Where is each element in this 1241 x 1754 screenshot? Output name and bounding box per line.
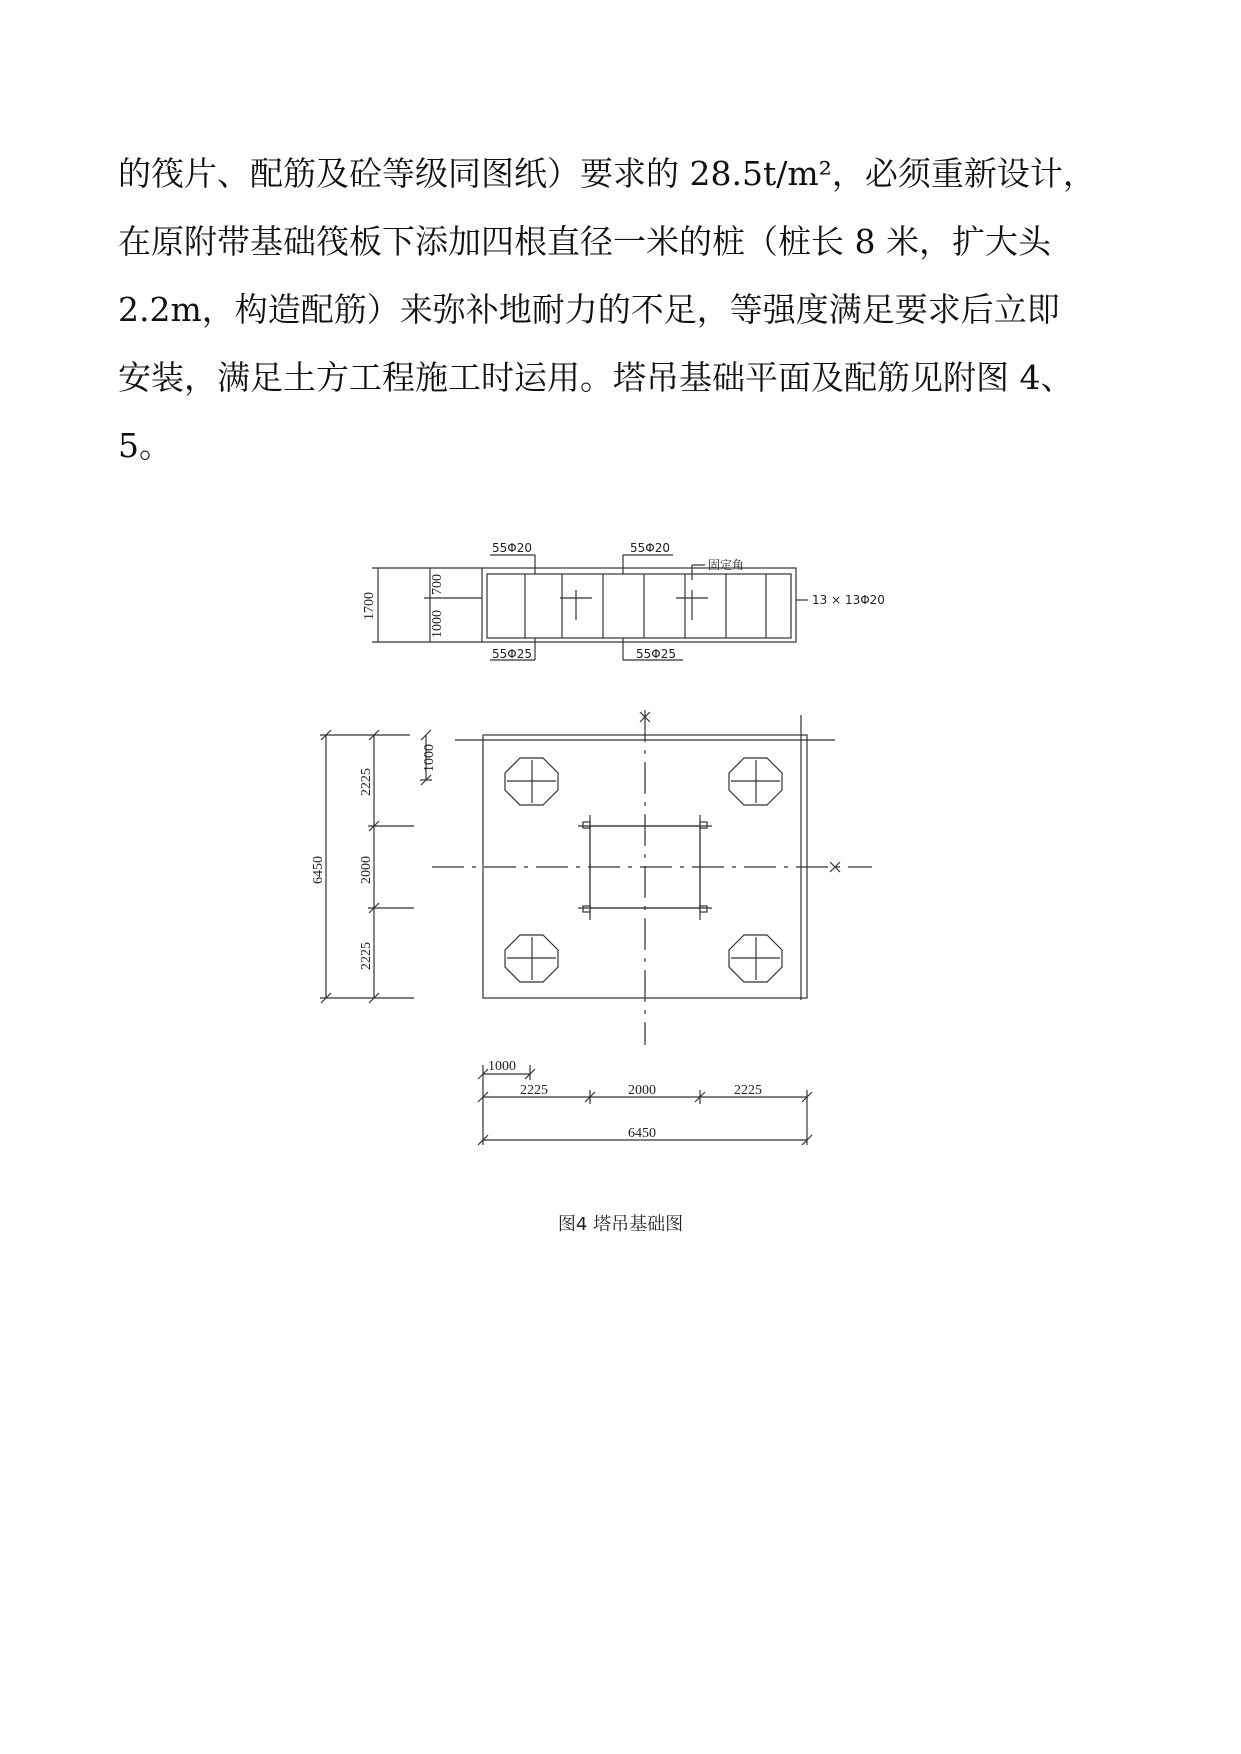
plan-left-total: 6450 — [311, 856, 326, 884]
plan-left-pile: 1000 — [422, 744, 437, 772]
plan-left-bottom: 2225 — [359, 942, 374, 970]
paragraph-line-5: 5。 — [118, 426, 172, 465]
plan-bottom-mid: 2000 — [628, 1083, 656, 1098]
section-dim-upper: 700 — [430, 574, 445, 595]
plan-left-mid: 2000 — [359, 856, 374, 884]
paragraph-line-3: 2.2m，构造配筋）来弥补地耐力的不足，等强度满足要求后立即 — [118, 290, 1060, 329]
plan-bottom-left: 2225 — [520, 1083, 548, 1098]
body-paragraph — [118, 140, 1128, 480]
rebar-label-top-mid: 55Φ20 — [630, 541, 670, 555]
section-dim-lower: 1000 — [430, 610, 445, 638]
paragraph-line-4: 安装，满足土方工程施工时运用。塔吊基础平面及配筋见附图 4、 — [118, 358, 1074, 397]
plan-outline — [483, 735, 807, 998]
rebar-label-top-left: 55Φ20 — [492, 541, 532, 555]
section-outline — [482, 568, 796, 642]
plan-bottom-pile: 1000 — [488, 1059, 516, 1074]
section-inner — [487, 574, 791, 638]
tower-base-frame — [590, 826, 700, 908]
rebar-label-bottom-mid: 55Φ25 — [636, 647, 676, 661]
rebar-label-bottom-left: 55Φ25 — [492, 647, 532, 661]
paragraph-line-2: 在原附带基础筏板下添加四根直径一米的桩（桩长 8 米，扩大头 — [118, 222, 1051, 261]
pile-bottom-right — [729, 935, 782, 982]
plan-bottom-total: 6450 — [628, 1126, 656, 1141]
paragraph-line-1: 的筏片、配筋及砼等级同图纸）要求的 28.5t/m²，必须重新设计， — [118, 154, 1096, 193]
section-dim-total: 1700 — [362, 592, 377, 620]
pile-bottom-left — [505, 935, 558, 982]
pile-top-right — [729, 758, 782, 805]
rebar-label-right: 13 × 13Φ20 — [812, 593, 885, 607]
figure-caption: 图4 塔吊基础图 — [557, 1214, 684, 1235]
plan-bottom-right: 2225 — [734, 1083, 762, 1098]
anchor-label: 固定角 — [708, 558, 745, 572]
pile-top-left — [505, 758, 558, 805]
plan-left-top: 2225 — [359, 768, 374, 796]
